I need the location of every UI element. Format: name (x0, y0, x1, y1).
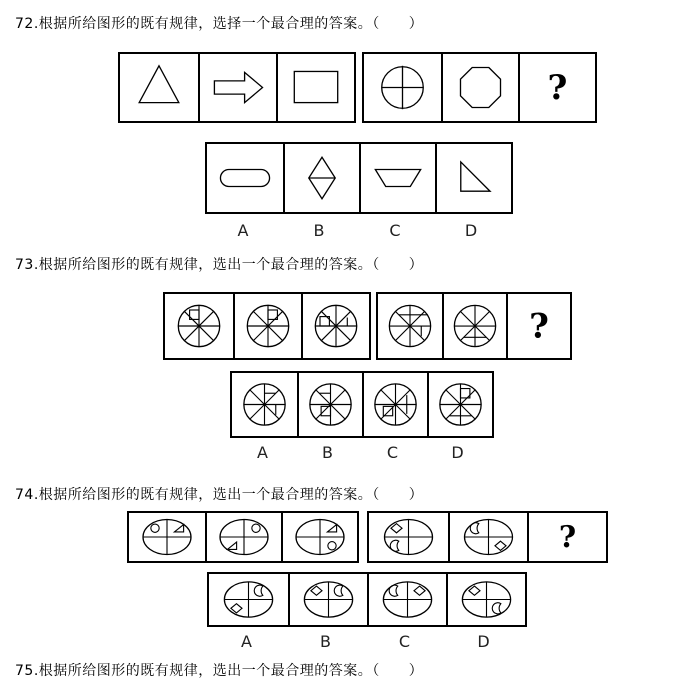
triangle-icon (122, 54, 196, 121)
oval-icon (284, 513, 356, 561)
wheel-icon (430, 373, 491, 436)
option-label: B (313, 221, 325, 240)
question-mark-icon (509, 294, 569, 358)
q72-options-strip (205, 142, 513, 214)
question-75-text: 75.根据所给图形的既有规律，选出一个最合理的答案。（ ） (15, 663, 424, 679)
figure-cell (527, 513, 606, 561)
oval-icon (211, 574, 286, 625)
figure-cell (297, 373, 362, 436)
arrow-right-icon (201, 54, 275, 121)
figure-cell (165, 294, 233, 358)
rectangle-icon (279, 54, 353, 121)
wheel-icon (304, 294, 368, 358)
q73-options-strip (230, 371, 494, 438)
oval-icon (208, 513, 280, 561)
question-73-text: 73.根据所给图形的既有规律，选出一个最合理的答案。（ ） (15, 257, 424, 273)
wheel-icon (300, 373, 361, 436)
figure-cell (448, 513, 527, 561)
figure-cell (198, 54, 276, 121)
q74-options-strip (207, 572, 527, 627)
figure-cell (301, 294, 369, 358)
oval-icon (451, 513, 526, 561)
figure-cell (369, 513, 448, 561)
figure-cell (518, 54, 595, 121)
figure-cell (276, 54, 354, 121)
figure-cell (378, 294, 442, 358)
figure-cell (281, 513, 357, 561)
option-label: B (320, 632, 331, 651)
figure-cell (283, 144, 359, 212)
q74-premise-strip-2 (367, 511, 608, 563)
question-mark-icon (521, 54, 594, 121)
q72-premise-strip-1 (118, 52, 356, 123)
svg-text:?: ? (547, 67, 568, 108)
option-label: D (477, 632, 490, 651)
q72-premise-strip-2 (362, 52, 597, 123)
figure-cell (441, 54, 518, 121)
option-label: C (386, 443, 399, 462)
figure-cell (446, 574, 525, 625)
option-label: A (237, 221, 249, 240)
q74-option-labels (207, 632, 523, 651)
figure-cell (288, 574, 367, 625)
q73-option-labels (230, 443, 490, 462)
right-triangle-icon (438, 144, 510, 212)
figure-cell (442, 294, 506, 358)
q73-premise-strip-2 (376, 292, 572, 360)
octagon-icon (444, 54, 517, 121)
option-label: B (322, 443, 333, 462)
wheel-icon (445, 294, 505, 358)
q73-premise-strip-1 (163, 292, 371, 360)
question-mark-icon (530, 513, 605, 561)
circle-plus-icon (366, 54, 439, 121)
wheel-icon (380, 294, 440, 358)
figure-cell (367, 574, 446, 625)
oval-icon (449, 574, 524, 625)
oval-icon (291, 574, 366, 625)
svg-text:?: ? (529, 305, 549, 346)
figure-cell (232, 373, 297, 436)
figure-cell (207, 144, 283, 212)
svg-text:?: ? (558, 519, 577, 555)
figure-cell (359, 144, 435, 212)
wheel-icon (234, 373, 295, 436)
question-72-text: 72.根据所给图形的既有规律，选择一个最合理的答案。（ ） (15, 16, 424, 32)
q74-premise-strip-1 (127, 511, 359, 563)
figure-cell (506, 294, 570, 358)
oval-icon (371, 513, 446, 561)
figure-cell (362, 373, 427, 436)
option-label: D (451, 443, 464, 462)
figure-cell (233, 294, 301, 358)
oval-icon (131, 513, 203, 561)
oval-icon (370, 574, 445, 625)
trapezoid-icon (362, 144, 434, 212)
option-label: C (389, 221, 401, 240)
figure-cell (205, 513, 281, 561)
figure-cell (364, 54, 441, 121)
option-label: D (464, 221, 478, 240)
figure-cell (427, 373, 492, 436)
option-label: A (257, 443, 268, 462)
capsule-icon (209, 144, 281, 212)
option-label: A (241, 632, 252, 651)
option-label: C (398, 632, 411, 651)
figure-cell (435, 144, 511, 212)
question-74-text: 74.根据所给图形的既有规律，选出一个最合理的答案。（ ） (15, 487, 424, 503)
figure-cell (120, 54, 198, 121)
wheel-icon (236, 294, 300, 358)
q72-option-labels (205, 221, 509, 240)
figure-cell (129, 513, 205, 561)
diamond-split-icon (286, 144, 358, 212)
wheel-icon (365, 373, 426, 436)
wheel-icon (167, 294, 231, 358)
figure-cell (209, 574, 288, 625)
